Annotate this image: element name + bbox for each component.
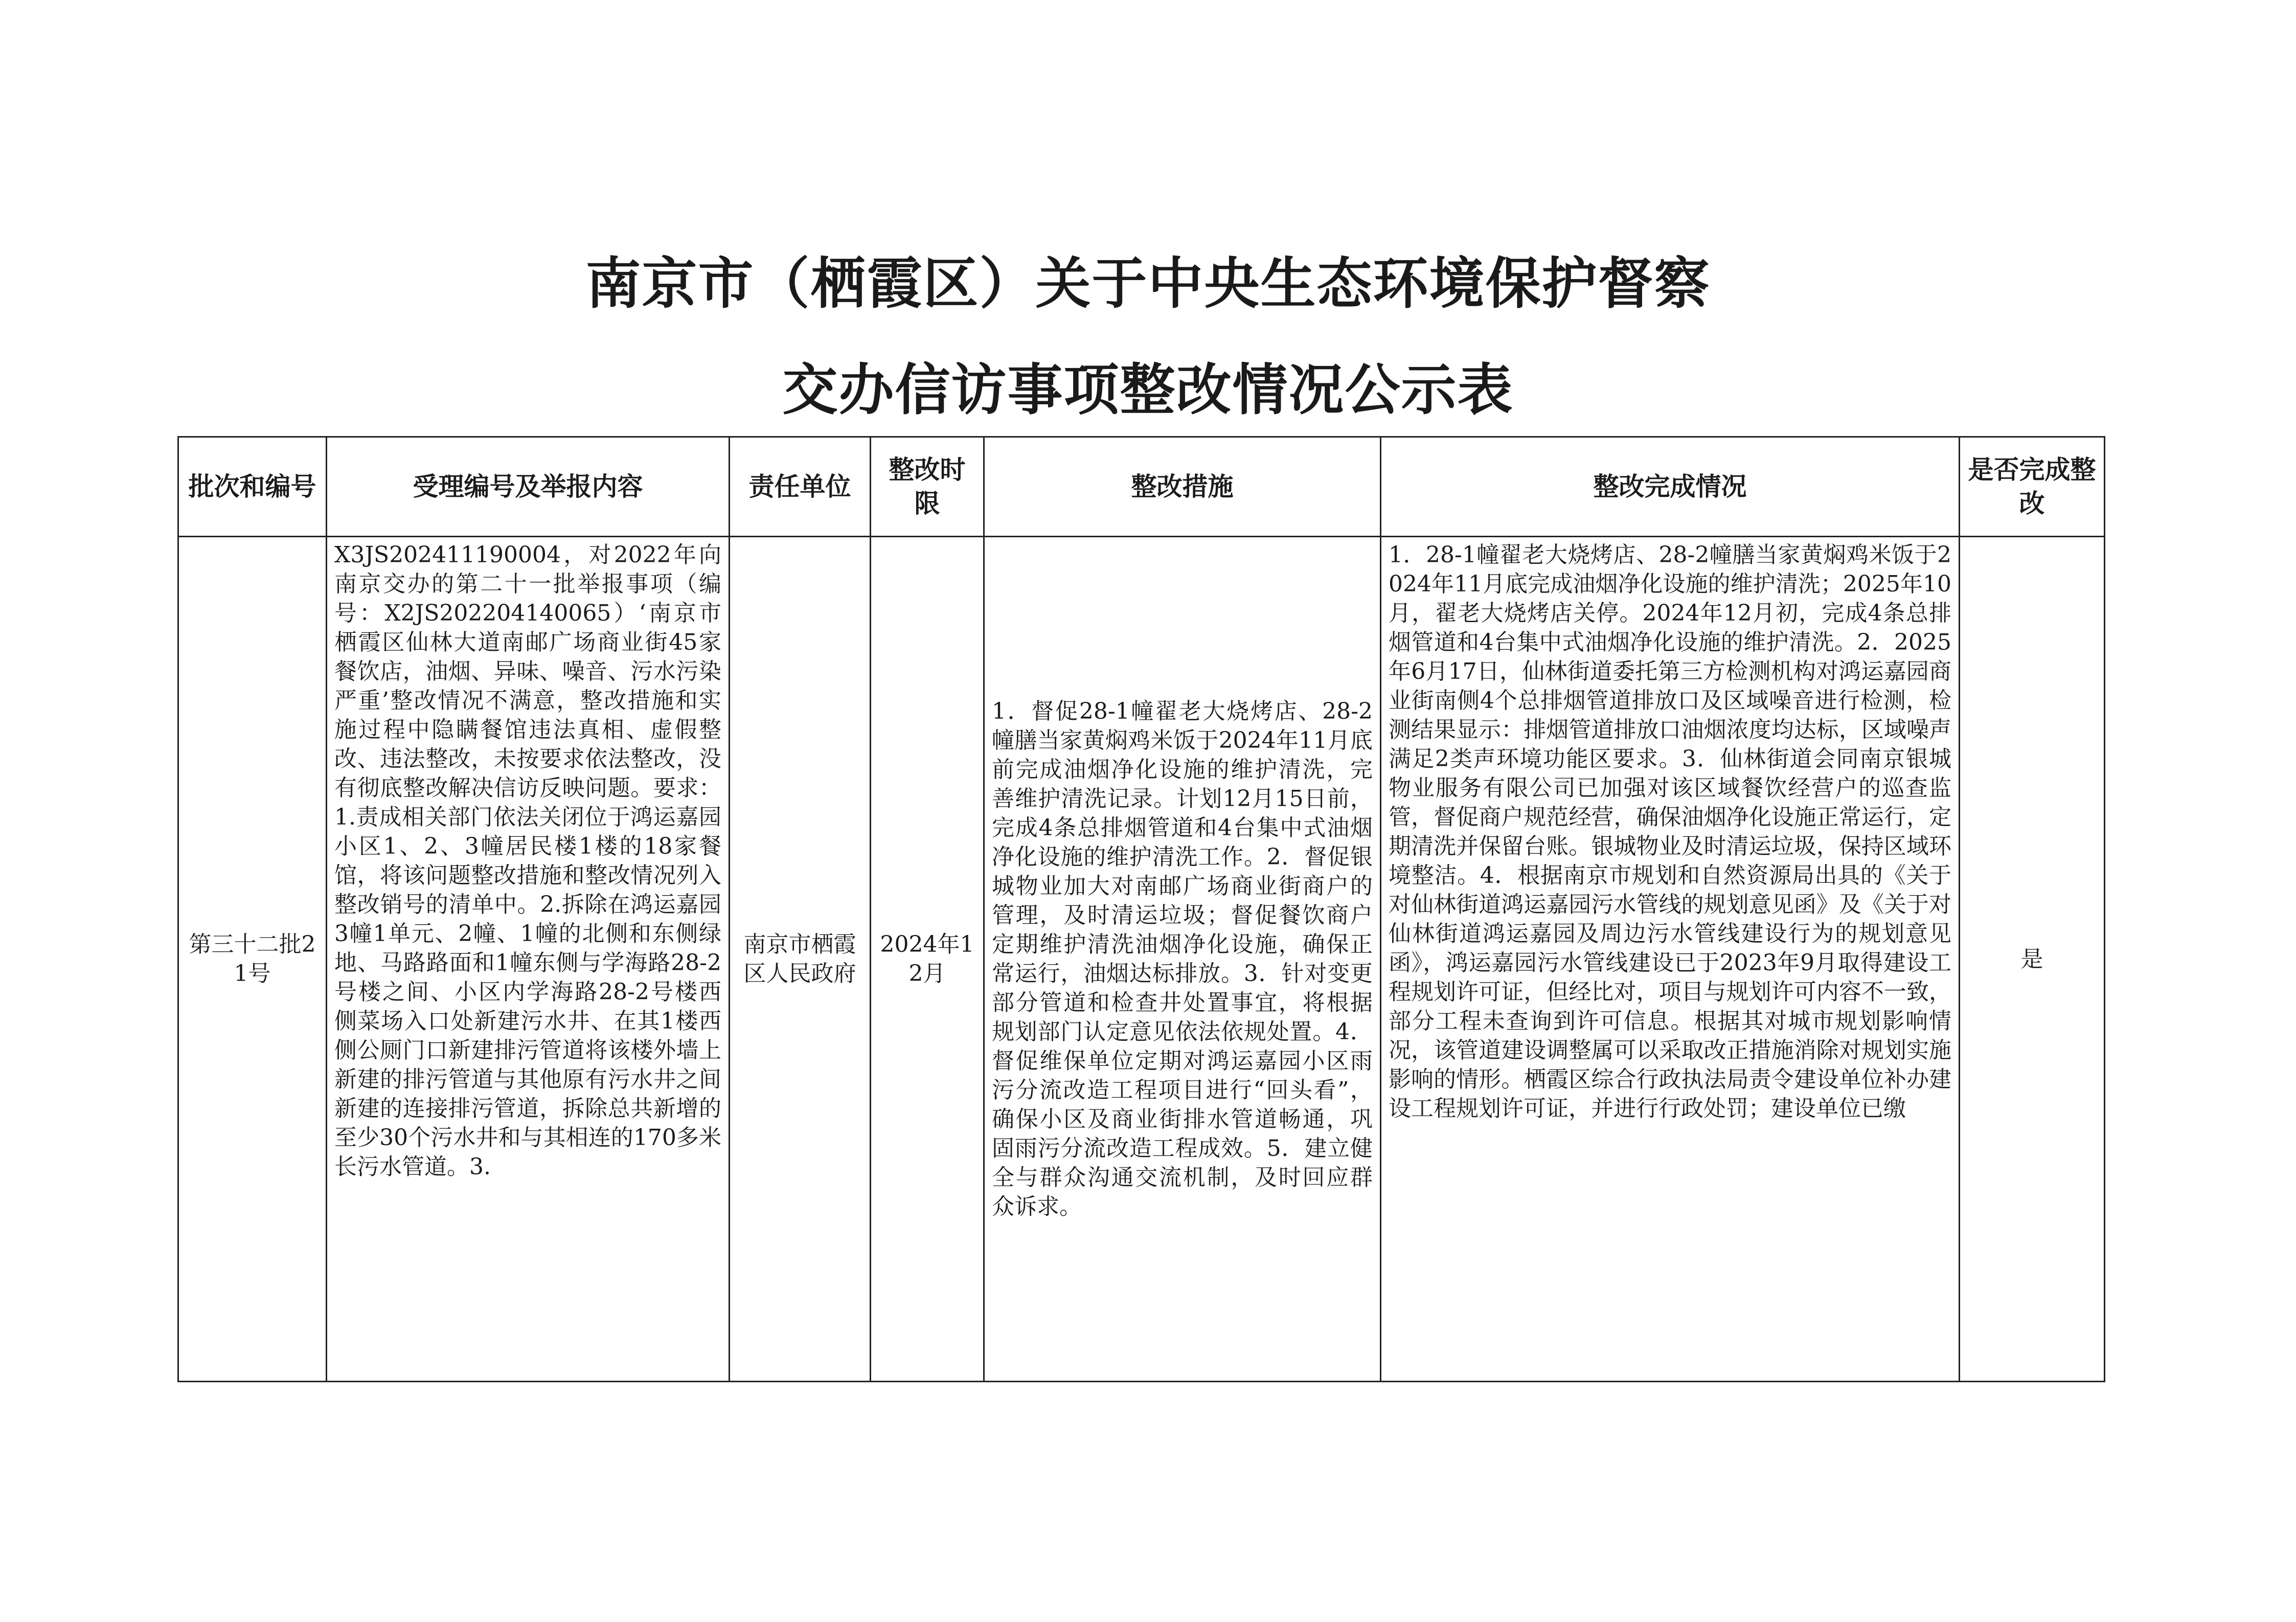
header-completion-status: 整改完成情况: [1381, 437, 1960, 537]
header-measures: 整改措施: [984, 437, 1381, 537]
cell-deadline: 2024年12月: [871, 537, 984, 1382]
cell-responsible-unit: 南京市栖霞区人民政府: [730, 537, 871, 1382]
completion-text: 1．28-1幢翟老大烧烤店、28-2幢膳当家黄焖鸡米饭于2024年11月底完成油烟净化设施的维护清洗；2025年10月，翟老大烧烤店关停。2024年12月初，完成4条总排烟管道和4台集中式油烟净化设施的维护清洗。2．2025年6月17日，仙林街道委托第三方检测机构对鸿运嘉园商业街南侧4个总排烟管道排放口及区域噪音进行检测，检测结果显示：排烟管道排放口油烟浓度均达标，区域噪声满足2类声环境功能区要求。3．仙林街道会同南京银城物业服务有限公司已加强对该区域餐饮经营户的巡查监管，督促商户规范经营，确保油烟净化设施正常运行，定期清洗并保留台账。银城物业及时清运垃圾，保持区域环境整洁。4．根据南京市规划和自然资源局出具的《关于对仙林街道鸿运嘉园污水管线的规划意见函》及《关于对仙林街道鸿运嘉园及周边污水管线建设行为的规划意见函》，鸿运嘉园污水管线建设已于2023年9月取得建设工程规划许可证，但经比对，项目与规划许可内容不一致，部分工程未查询到许可信息。根据其对城市规划影响情况，该管道建设调整属可以采取改正措施消除对规划实施影响的情形。栖霞区综合行政执法局责令建设单位补办建设工程规划许可证，并进行行政处罚；建设单位已缴: [1389, 542, 1951, 1122]
document-title-line-1: 南京市（栖霞区）关于中央生态环境保护督察: [585, 252, 1711, 316]
table-row: [178, 537, 2105, 1382]
cell-measures: 1．督促28-1幢翟老大烧烤店、28-2幢膳当家黄焖鸡米饭于2024年11月底前完成油烟净化设施的维护清洗，完善维护清洗记录。计划12月15日前，完成4条总排烟管道和4台集中式油烟净化设施的维护清洗工作。2．督促银城物业加大对南邮广场商业街商户的管理，及时清运垃圾；督促餐饮商户定期维护清洗油烟净化设施，确保正常运行，油烟达标排放。3．针对变更部分管道和检查井处置事宜，将根据规划部门认定意见依法依规处置。4．督促维保单位定期对鸿运嘉园小区雨污分流改造工程项目进行“回头看”，确保小区及商业街排水管道畅通，巩固雨污分流改造工程成效。5．建立健全与群众沟通交流机制，及时回应群众诉求。: [984, 537, 1381, 1382]
header-responsible-unit: 责任单位: [730, 437, 871, 537]
complaint-text: X3JS202411190004，对2022年向南京交办的第二十一批举报事项（编号：X2JS202204140065）‘南京市栖霞区仙林大道南邮广场商业街45家餐饮店，油烟、异味、噪音、污水污染严重’整改情况不满意，整改措施和实施过程中隐瞒餐馆违法真相、虚假整改、违法整改，未按要求依法整改，没有彻底整改解决信访反映问题。要求：1.责成相关部门依法关闭位于鸿运嘉园小区1、2、3幢居民楼1楼的18家餐馆，将该问题整改措施和整改情况列入整改销号的清单中。2.拆除在鸿运嘉园3幢1单元、2幢、1幢的北侧和东侧绿地、马路路面和1幢东侧与学海路28-2号楼之间、小区内学海路28-2号楼西侧菜场入口处新建污水井、在其1楼西侧公厕门口新建排污管道将该楼外墙上新建的排污管道与其他原有污水井之间新建的连接排污管道，拆除总共新增的至少30个污水井和与其相连的170多米长污水管道。3.: [334, 542, 721, 1180]
header-completed: 是否完成整改: [1960, 437, 2105, 537]
document-title-line-2: 交办信访事项整改情况公示表: [782, 358, 1514, 422]
table-header-row: [178, 437, 2105, 537]
cell-batch-number: 第三十二批21号: [178, 537, 327, 1382]
header-batch-number: 批次和编号: [178, 437, 327, 537]
rectification-table: [177, 436, 2105, 1382]
cell-complaint-content: [327, 537, 730, 1382]
header-deadline: 整改时限: [871, 437, 984, 537]
cell-completion-status: [1381, 537, 1960, 1382]
cell-completed: 是: [1960, 537, 2105, 1382]
header-complaint-content: 受理编号及举报内容: [327, 437, 730, 537]
